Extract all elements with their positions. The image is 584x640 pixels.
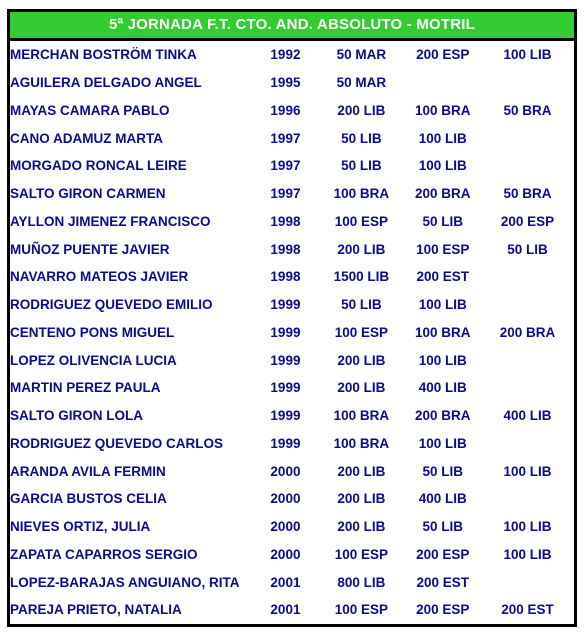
event-3-cell xyxy=(481,430,576,458)
event-1-cell: 50 MAR xyxy=(336,75,387,91)
birth-year-cell: 2001 xyxy=(270,574,301,590)
event-1-cell: 200 LIB xyxy=(337,380,386,396)
event-2-cell: 200 BRA xyxy=(415,186,471,202)
table-row xyxy=(9,430,576,458)
event-3-cell xyxy=(481,346,576,374)
swimmer-name-cell: RODRIGUEZ QUEVEDO EMILIO xyxy=(10,297,213,313)
sheet-title: 5ª JORNADA F.T. CTO. AND. ABSOLUTO - MOTRIL xyxy=(7,9,577,41)
event-1-cell: 200 LIB xyxy=(337,241,386,257)
event-1-cell: 100 ESP xyxy=(334,213,388,229)
swimmer-name-cell: AGUILERA DELGADO ANGEL xyxy=(10,75,202,91)
event-3-cell: 100 LIB xyxy=(503,463,552,479)
table-row xyxy=(9,208,576,236)
event-2-cell: 100 ESP xyxy=(416,241,470,257)
table-row xyxy=(9,319,576,347)
table-row xyxy=(9,402,576,430)
swimmer-name-cell: NAVARRO MATEOS JAVIER xyxy=(10,269,189,285)
swimmer-name-cell: ZAPATA CAPARROS SERGIO xyxy=(10,546,198,562)
table-row xyxy=(9,180,576,208)
swimmer-name-cell: MARTIN PEREZ PAULA xyxy=(10,380,161,396)
birth-year-cell: 2000 xyxy=(270,463,301,479)
event-1-cell: 200 LIB xyxy=(337,491,386,507)
swimmer-name-cell: RODRIGUEZ QUEVEDO CARLOS xyxy=(10,435,224,451)
event-2-cell: 200 EST xyxy=(416,574,470,590)
swimmer-name-cell: PAREJA PRIETO, NATALIA xyxy=(10,602,182,618)
birth-year-cell: 1996 xyxy=(270,102,301,118)
event-2-cell: 100 BRA xyxy=(415,102,471,118)
event-2-cell xyxy=(405,69,481,97)
table-row xyxy=(9,568,576,596)
birth-year-cell: 1999 xyxy=(270,435,301,451)
entries-table-body xyxy=(9,41,576,625)
event-1-cell: 50 LIB xyxy=(341,297,382,313)
birth-year-cell: 1997 xyxy=(270,158,301,174)
event-1-cell: 100 BRA xyxy=(333,408,390,424)
swimmer-name-cell: MUÑOZ PUENTE JAVIER xyxy=(10,241,170,257)
birth-year-cell: 2000 xyxy=(270,519,301,535)
event-3-cell xyxy=(481,152,576,180)
event-3-cell: 200 BRA xyxy=(499,324,556,340)
event-3-cell: 200 ESP xyxy=(500,213,555,229)
table-row xyxy=(9,346,576,374)
event-2-cell: 50 LIB xyxy=(422,213,464,229)
event-1-cell: 100 BRA xyxy=(333,186,390,202)
event-3-cell xyxy=(481,263,576,291)
event-2-cell: 400 LIB xyxy=(418,491,467,507)
event-2-cell: 100 BRA xyxy=(415,324,471,340)
event-1-cell: 800 LIB xyxy=(337,574,386,590)
birth-year-cell: 1999 xyxy=(270,324,301,340)
event-2-cell: 200 ESP xyxy=(416,546,470,562)
birth-year-cell: 2000 xyxy=(270,546,301,562)
birth-year-cell: 1998 xyxy=(270,241,301,257)
table-row xyxy=(9,97,576,125)
event-3-cell: 100 LIB xyxy=(503,47,552,63)
swimmer-name-cell: CENTENO PONS MIGUEL xyxy=(10,324,175,340)
table-row xyxy=(9,235,576,263)
event-1-cell: 50 LIB xyxy=(341,130,382,146)
event-1-cell: 100 BRA xyxy=(333,435,390,451)
swimmer-name-cell: NIEVES ORTIZ, JULIA xyxy=(10,519,151,535)
event-3-cell xyxy=(481,374,576,402)
event-3-cell: 400 LIB xyxy=(503,408,552,424)
birth-year-cell: 1999 xyxy=(270,408,301,424)
event-2-cell: 50 LIB xyxy=(422,463,464,479)
swimmer-name-cell: CANO ADAMUZ MARTA xyxy=(10,130,163,146)
table-row xyxy=(9,596,576,625)
event-2-cell: 200 ESP xyxy=(416,47,470,63)
event-1-cell: 200 LIB xyxy=(337,519,386,535)
table-row xyxy=(9,41,576,69)
event-2-cell: 100 LIB xyxy=(418,352,467,368)
event-1-cell: 50 LIB xyxy=(341,158,382,174)
event-1-cell: 200 LIB xyxy=(337,352,386,368)
table-row xyxy=(9,485,576,513)
birth-year-cell: 1997 xyxy=(270,186,301,202)
swimmer-name-cell: MORGADO RONCAL LEIRE xyxy=(10,158,187,174)
birth-year-cell: 1998 xyxy=(270,213,301,229)
table-row xyxy=(9,457,576,485)
birth-year-cell: 1992 xyxy=(270,47,301,63)
event-3-cell xyxy=(481,485,576,513)
event-3-cell xyxy=(481,69,576,97)
birth-year-cell: 2000 xyxy=(270,491,301,507)
swimmer-name-cell: SALTO GIRON CARMEN xyxy=(10,186,166,202)
event-3-cell: 50 LIB xyxy=(507,241,548,257)
swimmer-name-cell: LOPEZ-BARAJAS ANGUIANO, RITA xyxy=(10,574,240,590)
event-3-cell: 50 BRA xyxy=(503,102,552,118)
swimmer-name-cell: MAYAS CAMARA PABLO xyxy=(10,102,170,118)
swimmer-name-cell: AYLLON JIMENEZ FRANCISCO xyxy=(10,213,211,229)
event-2-cell: 100 LIB xyxy=(418,435,467,451)
table-row xyxy=(9,263,576,291)
event-1-cell: 200 LIB xyxy=(337,102,386,118)
event-2-cell: 50 LIB xyxy=(422,519,464,535)
event-2-cell: 100 LIB xyxy=(418,130,467,146)
birth-year-cell: 1995 xyxy=(270,75,301,91)
event-2-cell: 100 LIB xyxy=(418,158,467,174)
event-3-cell xyxy=(481,568,576,596)
swimmer-name-cell: GARCIA BUSTOS CELIA xyxy=(10,491,167,507)
table-row xyxy=(9,124,576,152)
entries-table xyxy=(7,41,577,627)
event-3-cell: 200 EST xyxy=(501,602,554,618)
table-row xyxy=(9,152,576,180)
event-1-cell: 50 MAR xyxy=(336,47,387,63)
event-2-cell: 400 LIB xyxy=(418,380,467,396)
event-1-cell: 100 ESP xyxy=(334,546,388,562)
event-1-cell: 200 LIB xyxy=(337,463,386,479)
event-3-cell: 100 LIB xyxy=(503,519,552,535)
swimmer-name-cell: MERCHAN BOSTRÖM TINKA xyxy=(10,47,197,63)
swimmer-name-cell: LOPEZ OLIVENCIA LUCIA xyxy=(10,352,177,368)
birth-year-cell: 1997 xyxy=(270,130,301,146)
birth-year-cell: 1998 xyxy=(270,269,301,285)
event-2-cell: 200 EST xyxy=(416,269,470,285)
event-1-cell: 1500 LIB xyxy=(333,269,390,285)
swim-entry-sheet xyxy=(7,9,577,627)
event-2-cell: 200 ESP xyxy=(416,602,470,618)
event-3-cell xyxy=(481,291,576,319)
birth-year-cell: 1999 xyxy=(270,380,301,396)
event-2-cell: 100 LIB xyxy=(418,297,467,313)
table-row xyxy=(9,513,576,541)
swimmer-name-cell: ARANDA AVILA FERMIN xyxy=(10,463,166,479)
swimmer-name-cell: SALTO GIRON LOLA xyxy=(10,408,143,424)
table-row xyxy=(9,374,576,402)
event-1-cell: 100 ESP xyxy=(334,324,388,340)
event-2-cell: 200 BRA xyxy=(415,408,471,424)
event-1-cell: 100 ESP xyxy=(334,602,388,618)
birth-year-cell: 1999 xyxy=(270,297,301,313)
table-row xyxy=(9,291,576,319)
table-row xyxy=(9,69,576,97)
birth-year-cell: 1999 xyxy=(270,352,301,368)
table-row xyxy=(9,541,576,569)
event-3-cell xyxy=(481,124,576,152)
event-3-cell: 100 LIB xyxy=(503,546,552,562)
birth-year-cell: 2001 xyxy=(270,602,301,618)
event-3-cell: 50 BRA xyxy=(503,186,552,202)
